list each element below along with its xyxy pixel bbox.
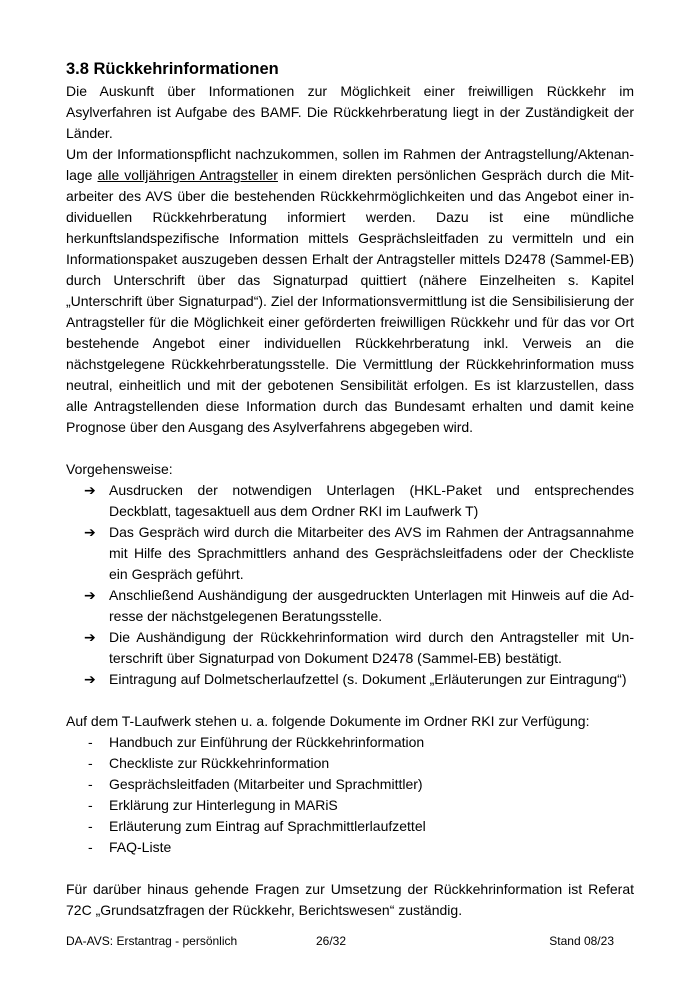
procedure-step — [66, 480, 634, 522]
procedure-step-text: Eintragung auf Dolmetscherlaufzettel (s. Dokument „Erläuterungen zur Eintragung“) — [109, 671, 627, 687]
procedure-step — [66, 522, 634, 585]
procedure-step-text: Ausdrucken der notwendigen Unterlagen (HKL-Paket und entsprechendes Deckblatt, tagesaktuell aus dem Ordner RKI im Laufwerk T) — [109, 482, 634, 519]
arrow-icon: ➔ — [84, 587, 96, 603]
section-title: 3.8 Rückkehrinformationen — [66, 60, 279, 78]
document-item-text: Gesprächsleitfaden (Mitarbeiter und Sprachmittler) — [109, 776, 423, 792]
information-duty-paragraph — [66, 144, 634, 438]
document-item — [66, 774, 634, 795]
document-item-text: FAQ-Liste — [109, 839, 172, 855]
spacer — [66, 690, 634, 711]
procedure-step — [66, 669, 634, 690]
document-page — [66, 58, 634, 921]
spacer — [66, 438, 634, 459]
arrow-icon: ➔ — [84, 629, 96, 645]
procedure-step — [66, 627, 634, 669]
document-item-text: Checkliste zur Rückkehrinformation — [109, 755, 330, 771]
paragraph-text-before: Um der Informationspflicht nachzukommen, sollen im Rahmen der Antragstellung/Aktenanlage — [66, 146, 634, 183]
procedure-step-text: Das Gespräch wird durch die Mitarbeiter des AVS im Rahmen der Antragsannahme mit Hilfe des Sprachmittlers anhand des Gesprächsleitfadens oder der Checkliste ein Gespräch geführt. — [109, 524, 634, 582]
dash-bullet: - — [88, 839, 93, 855]
procedure-step — [66, 585, 634, 627]
footer-page-number: 26/32 — [316, 934, 347, 948]
document-item — [66, 732, 634, 753]
dash-bullet: - — [88, 818, 93, 834]
footer-version: Stand 08/23 — [549, 934, 614, 948]
procedure-steps — [66, 480, 634, 690]
arrow-icon: ➔ — [84, 482, 96, 498]
document-item-text: Handbuch zur Einführung der Rückkehrinformation — [109, 734, 425, 750]
dash-bullet: - — [88, 797, 93, 813]
dash-bullet: - — [88, 776, 93, 792]
dash-bullet: - — [88, 734, 93, 750]
document-item-text: Erklärung zur Hinterlegung in MARiS — [109, 797, 338, 813]
closing-paragraph: Für darüber hinaus gehende Fragen zur Umsetzung der Rückkehrinformation ist Referat 72C „Grundsatzfragen der Rückkehr, Berichtswesen“ zuständig. — [66, 881, 634, 918]
spacer — [66, 858, 634, 879]
document-item — [66, 795, 634, 816]
footer-document-title: DA-AVS: Erstantrag - persönlich — [66, 934, 238, 948]
procedure-heading: Vorgehensweise: — [66, 461, 173, 477]
intro-paragraph: Die Auskunft über Informationen zur Möglichkeit einer freiwilligen Rückkehr im Asylverfahren ist Aufgabe des BAMF. Die Rückkehrberatung liegt in der Zuständigkeit der Länder. — [66, 83, 634, 141]
document-item-text: Erläuterung zum Eintrag auf Sprachmittlerlaufzettel — [109, 818, 426, 834]
dash-bullet: - — [88, 755, 93, 771]
paragraph-text-after: in einem direkten persönlichen Gespräch durch die Mitarbeiter des AVS über die bestehenden Rückkehrmöglichkeiten und das Angebot einer individuellen Rückkehrberatung informiert werden. Dazu ist eine mündliche herkunftslandspezifische Information mittels Gesprächsleitfaden zu vermitteln und ein Informationspaket auszugeben dessen Erhalt der Antragsteller mittels D2478 (Sammel-EB) durch Unterschrift über das Signaturpad quittiert (nähere Einzelheiten s. Kapitel „Unterschrift über Signaturpad“). Ziel der Informationsvermittlung ist die Sensibilisierung der Antragsteller für die Möglichkeit einer geförderten freiwilligen Rückkehr und für das vor Ort bestehende Angebot einer individuellen Rückkehrberatung inkl. Verweis an die nächstgelegene Rückkehrberatungsstelle. Die Vermittlung der Rückkehrinformation muss neutral, einheitlich und mit der gebotenen Sensibilität erfolgen. Es ist klarzustellen, dass alle Antragstellenden diese Information durch das Bundesamt erhalten und damit keine Prognose über den Ausgang des Asylverfahrens abgegeben wird. — [66, 167, 635, 435]
document-item — [66, 837, 634, 858]
document-item — [66, 753, 634, 774]
underlined-phrase: alle volljährigen Antragsteller — [97, 167, 278, 183]
documents-list — [66, 732, 634, 858]
procedure-step-text: Anschließend Aushändigung der ausgedruckten Unterlagen mit Hinweis auf die Adresse der nächstgelegenen Beratungsstelle. — [109, 587, 634, 624]
arrow-icon: ➔ — [84, 671, 96, 687]
arrow-icon: ➔ — [84, 524, 96, 540]
document-item — [66, 816, 634, 837]
documents-intro: Auf dem T-Laufwerk stehen u. a. folgende Dokumente im Ordner RKI zur Verfügung: — [66, 713, 590, 729]
procedure-step-text: Die Aushändigung der Rückkehrinformation wird durch den Antragsteller mit Unterschrift über Signaturpad von Dokument D2478 (Sammel-EB) bestätigt. — [109, 629, 634, 666]
